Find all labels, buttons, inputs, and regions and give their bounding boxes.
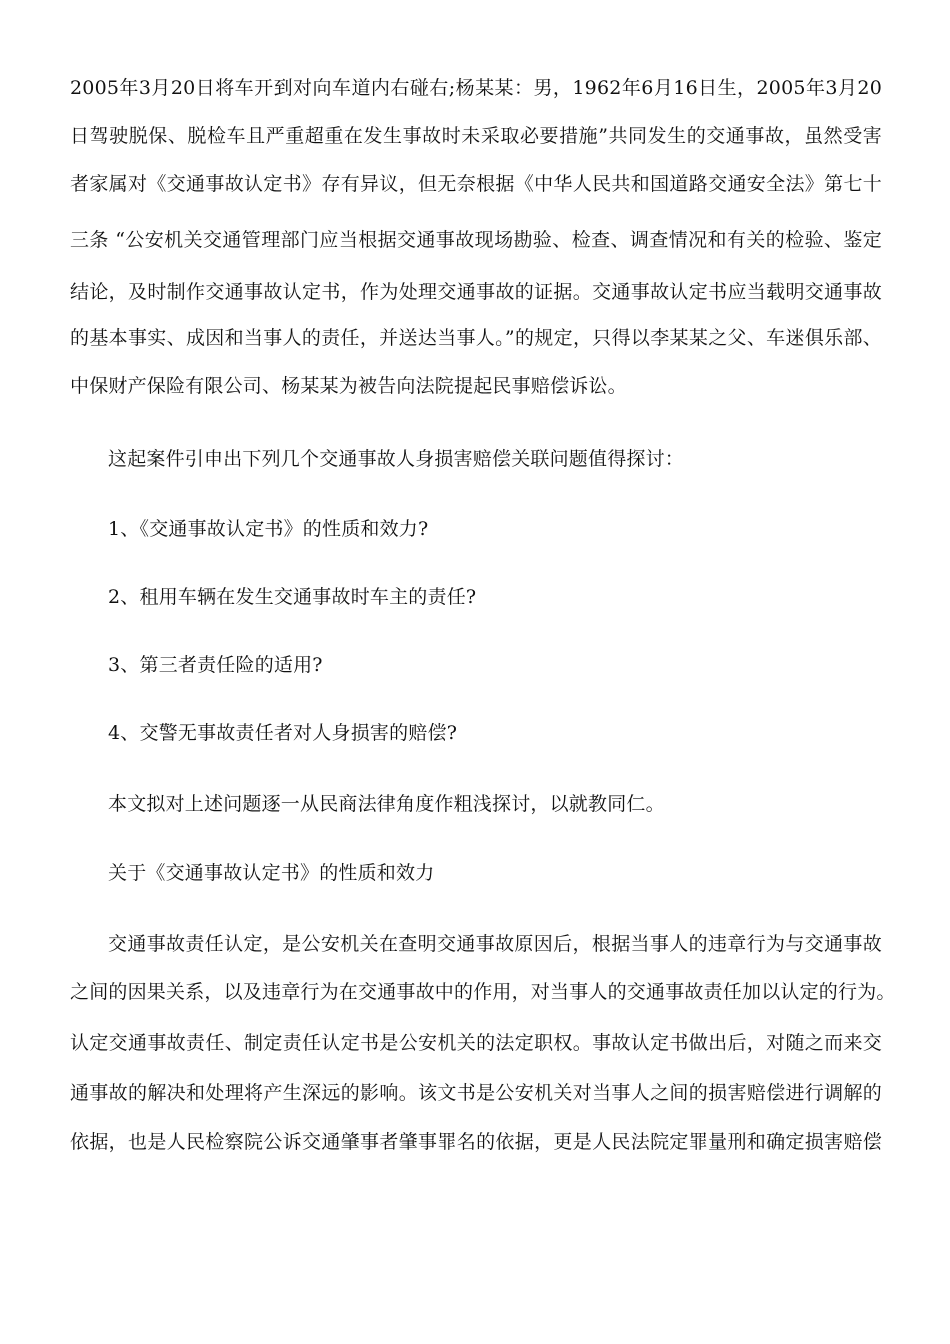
paragraph1-line2: 日驾驶脱保、脱检车且严重超重在发生事故时未采取必要措施”共同发生的交通事故，虽然受害 <box>70 125 882 147</box>
paragraph1-line7: 中保财产保险有限公司、杨某某为被告向法院提起民事赔偿诉讼。 <box>70 375 627 397</box>
question-1: 1、《交通事故认定书》的性质和效力? <box>108 518 429 540</box>
paragraph2-line2: 之间的因果关系，以及违章行为在交通事故中的作用，对当事人的交通事故责任加以认定的行为。 <box>70 981 896 1003</box>
question-4: 4、交警无事故责任者对人身损害的赔偿? <box>108 722 458 744</box>
paragraph1-line4: 三条 “公安机关交通管理部门应当根据交通事故现场勘验、检查、调查情况和有关的检验、鉴定 <box>70 229 882 251</box>
paragraph1-line1: 2005年3月20日将车开到对向车道内右碰右;杨某某：男，1962年6月16日生，2005年3月20 <box>70 77 882 99</box>
intro-questions: 这起案件引申出下列几个交通事故人身损害赔偿关联问题值得探讨： <box>108 448 685 470</box>
question-2: 2、租用车辆在发生交通事故时车主的责任? <box>108 586 477 608</box>
question-3: 3、第三者责任险的适用? <box>108 654 323 676</box>
paragraph1-line5: 结论，及时制作交通事故认定书，作为处理交通事故的证据。交通事故认定书应当载明交通事故 <box>70 281 882 303</box>
paragraph1-line6: 的基本事实、成因和当事人的责任，并送达当事人。”的规定，只得以李某某之父、车迷俱乐部、 <box>70 327 882 349</box>
purpose-statement: 本文拟对上述问题逐一从民商法律角度作粗浅探讨，以就教同仁。 <box>108 793 665 815</box>
paragraph2-line4: 通事故的解决和处理将产生深远的影响。该文书是公安机关对当事人之间的损害赔偿进行调解的 <box>70 1082 882 1104</box>
paragraph2-line5: 依据，也是人民检察院公诉交通肇事者肇事罪名的依据，更是人民法院定罪量刑和确定损害赔偿 <box>70 1131 882 1153</box>
section-heading: 关于《交通事故认定书》的性质和效力 <box>108 862 435 884</box>
paragraph2-line1: 交通事故责任认定，是公安机关在查明交通事故原因后，根据当事人的违章行为与交通事故 <box>108 933 882 955</box>
paragraph1-line3: 者家属对《交通事故认定书》存有异议，但无奈根据《中华人民共和国道路交通安全法》第七十 <box>70 173 882 195</box>
paragraph2-line3: 认定交通事故责任、制定责任认定书是公安机关的法定职权。事故认定书做出后，对随之而来交 <box>70 1032 882 1054</box>
